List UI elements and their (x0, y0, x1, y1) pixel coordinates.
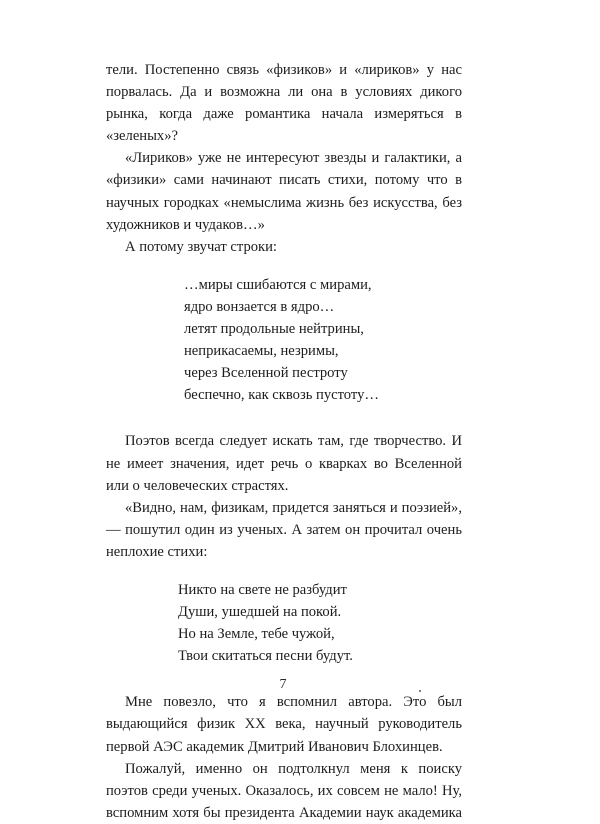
verse-line: беспечно, как сквозь пустоту… (184, 387, 379, 404)
verse-line: Никто на свете не разбудит (178, 581, 347, 598)
text-column (106, 59, 462, 824)
paragraph: тели. Постепенно связь «физиков» и «лириков» у нас порвалась. Да и возможна ли она в условиях дикого рынка, когда даже романтика начала измеряться в «зеленых»? (106, 62, 462, 145)
verse-line: …миры сшибаются с мирами, (184, 276, 372, 293)
paragraph: Мне повезло, что я вспомнил автора. Это был выдающийся физик ХХ века, научный руководитель первой АЭС академик Дмитрий Иванович Блохинцев. (106, 694, 462, 755)
verse-line: через Вселенной пестроту (184, 365, 348, 382)
verse-line: ядро вонзается в ядро… (184, 298, 335, 315)
poem-verse-2 (178, 579, 462, 667)
verse-line: неприкасаемы, незримы, (184, 343, 339, 360)
poem-verse-1 (184, 274, 462, 407)
page-number: 7 (279, 677, 287, 692)
verse-line: Но на Земле, тебе чужой, (178, 626, 335, 643)
verse-line: летят продольные нейтрины, (184, 321, 364, 338)
paragraph: А потому звучат строки: (125, 238, 277, 255)
verse-line: Души, ушедшей на покой. (178, 604, 342, 621)
paragraph: Пожалуй, именно он подтолкнул меня к поиску поэтов среди ученых. Оказалось, их совсем не мало! Ну, вспомним хотя бы президента Академии наук академика (106, 760, 462, 821)
paragraph: «Видно, нам, физикам, придется заняться и поэзией», — пошутил один из ученых. А затем он прочитал очень неплохие стихи: (106, 499, 462, 560)
print-speck (419, 690, 421, 692)
paragraph: «Лириков» уже не интересуют звезды и галактики, а «физики» сами начинают писать стихи, потому что в научных городках «немыслима жизнь без искусства, без художников и чудаков…» (106, 150, 462, 233)
verse-line: Твои скитаться песни будут. (178, 648, 353, 665)
paragraph: Поэтов всегда следует искать там, где творчество. И не имеет значения, идет речь о кварках во Вселенной или о человеческих страстях. (106, 433, 462, 494)
